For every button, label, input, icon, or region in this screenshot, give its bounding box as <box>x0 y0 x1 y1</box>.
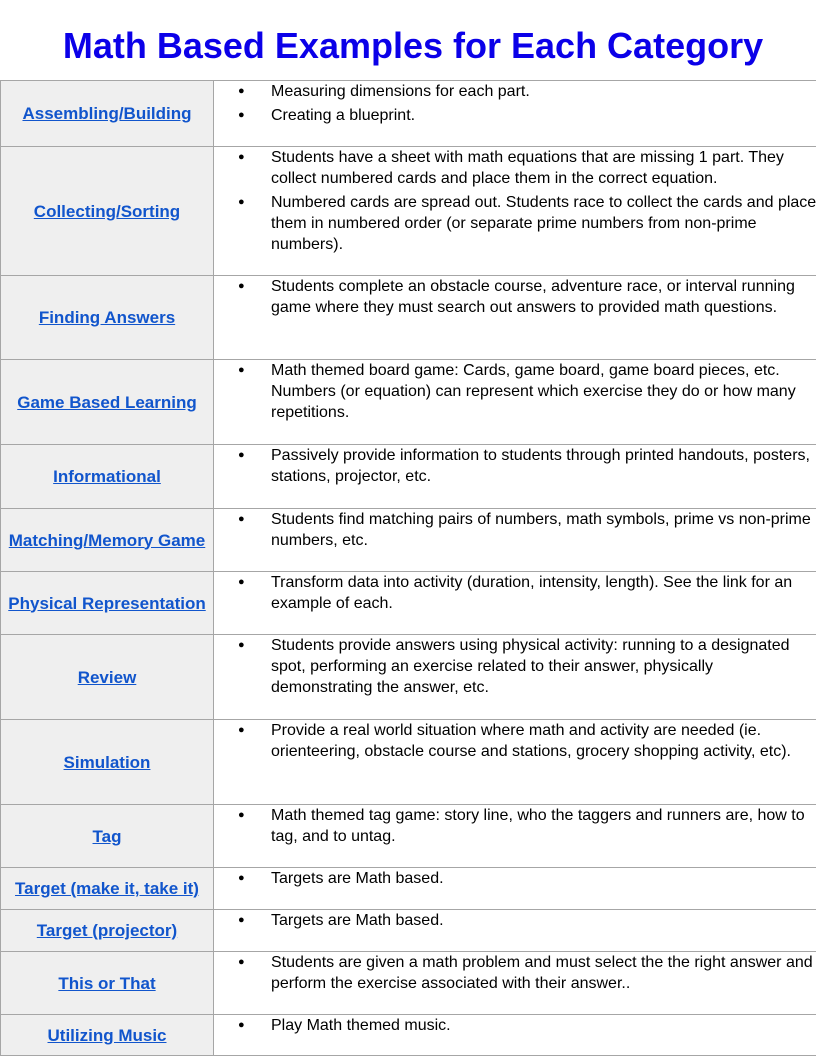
examples-list <box>214 910 816 931</box>
category-cell <box>1 147 214 276</box>
table-row <box>1 805 816 868</box>
category-cell <box>1 572 214 635</box>
category-link[interactable]: Physical Representation <box>8 593 206 613</box>
category-cell <box>1 276 214 360</box>
list-item: ● Students are given a math problem and must select the the right answer and perform the exercise associated with their answer.. <box>214 952 816 994</box>
examples-cell <box>214 81 816 147</box>
examples-cell <box>214 509 816 572</box>
table-row <box>1 509 816 572</box>
list-item: ● Students provide answers using physical activity: running to a designated spot, performing an exercise related to their answer, physically demonstrating the answer, etc. <box>214 635 816 698</box>
examples-list <box>214 445 816 487</box>
category-cell <box>1 868 214 910</box>
category-table <box>0 80 816 1056</box>
table-row <box>1 952 816 1015</box>
examples-list <box>214 360 816 423</box>
category-link[interactable]: Informational <box>53 467 161 486</box>
category-link[interactable]: Tag <box>92 826 122 846</box>
category-cell <box>1 720 214 805</box>
examples-cell <box>214 635 816 720</box>
category-link[interactable]: Assembling/Building <box>22 104 192 123</box>
examples-list <box>214 572 816 614</box>
list-item: ● Students complete an obstacle course, adventure race, or interval running game where they must search out answers to provided math questions. <box>214 276 816 318</box>
examples-list <box>214 509 816 551</box>
examples-list <box>214 805 816 847</box>
category-cell <box>1 81 214 147</box>
list-item: ● Students find matching pairs of numbers, math symbols, prime vs non-prime numbers, etc. <box>214 509 816 551</box>
table-row <box>1 572 816 635</box>
examples-cell <box>214 445 816 509</box>
examples-cell <box>214 868 816 910</box>
table-row <box>1 147 816 276</box>
list-item: ● Targets are Math based. <box>214 910 816 931</box>
examples-list <box>214 1015 816 1036</box>
category-link[interactable]: Finding Answers <box>38 308 176 327</box>
category-link[interactable]: Matching/Memory Game <box>8 530 206 550</box>
category-cell <box>1 952 214 1015</box>
category-cell <box>1 360 214 445</box>
category-cell <box>1 635 214 720</box>
category-table-body <box>1 81 816 1056</box>
examples-cell <box>214 147 816 276</box>
examples-cell <box>214 910 816 952</box>
examples-cell <box>214 952 816 1015</box>
examples-list <box>214 868 816 889</box>
examples-list <box>214 635 816 698</box>
category-cell <box>1 509 214 572</box>
list-item: ● Targets are Math based. <box>214 868 816 889</box>
table-row <box>1 276 816 360</box>
examples-list <box>214 952 816 994</box>
category-cell <box>1 910 214 952</box>
category-cell <box>1 805 214 868</box>
list-item: ● Numbered cards are spread out. Students race to collect the cards and place them in numbered order (or separate prime numbers from non-prime numbers). <box>214 192 816 255</box>
examples-list <box>214 720 816 762</box>
list-item: ● Math themed tag game: story line, who the taggers and runners are, how to tag, and to untag. <box>214 805 816 847</box>
category-link[interactable]: Review <box>77 667 137 687</box>
examples-list <box>214 147 816 255</box>
category-link[interactable]: This or That <box>58 973 156 993</box>
list-item: ● Play Math themed music. <box>214 1015 816 1036</box>
category-cell <box>1 445 214 509</box>
examples-cell <box>214 805 816 868</box>
table-row <box>1 81 816 147</box>
table-row <box>1 720 816 805</box>
examples-cell <box>214 572 816 635</box>
examples-cell <box>214 1015 816 1056</box>
list-item: ● Measuring dimensions for each part. <box>214 81 816 102</box>
list-item: ● Students have a sheet with math equations that are missing 1 part. They collect numbered cards and place them in the correct equation. <box>214 147 816 189</box>
list-item: ● Transform data into activity (duration, intensity, length). See the link for an example of each. <box>214 572 816 614</box>
category-link[interactable]: Target (projector) <box>36 921 178 940</box>
examples-cell <box>214 720 816 805</box>
list-item: ● Passively provide information to students through printed handouts, posters, stations, projector, etc. <box>214 445 816 487</box>
category-cell <box>1 1015 214 1056</box>
table-row <box>1 910 816 952</box>
table-row <box>1 1015 816 1056</box>
table-row <box>1 635 816 720</box>
category-link[interactable]: Game Based Learning <box>17 392 197 412</box>
table-row <box>1 360 816 445</box>
examples-list <box>214 81 816 126</box>
table-row <box>1 445 816 509</box>
page-title: Math Based Examples for Each Category <box>62 25 764 66</box>
category-link[interactable]: Collecting/Sorting <box>33 201 181 221</box>
category-link[interactable]: Target (make it, take it) <box>15 879 199 898</box>
examples-cell <box>214 360 816 445</box>
list-item: ● Math themed board game: Cards, game board, game board pieces, etc. Numbers (or equation) can represent which exercise they do or how many repetitions. <box>214 360 816 423</box>
examples-list <box>214 276 816 318</box>
table-row <box>1 868 816 910</box>
category-link[interactable]: Utilizing Music <box>47 1025 167 1045</box>
examples-cell <box>214 276 816 360</box>
list-item: ● Creating a blueprint. <box>214 105 816 126</box>
category-link[interactable]: Simulation <box>63 752 151 772</box>
list-item: ● Provide a real world situation where math and activity are needed (ie. orienteering, obstacle course and stations, grocery shopping activity, etc). <box>214 720 816 762</box>
